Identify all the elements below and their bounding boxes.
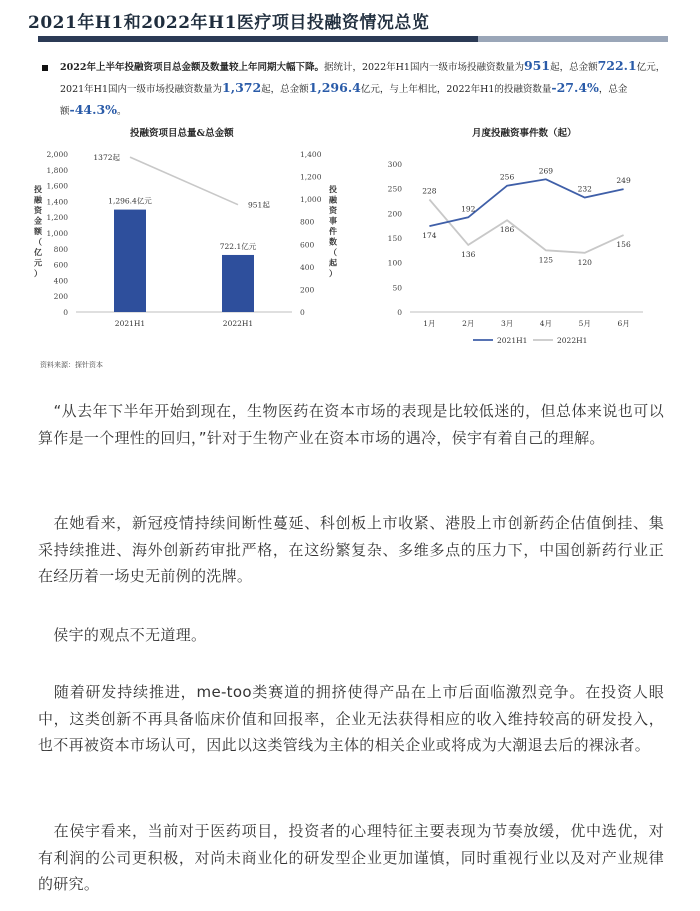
title-underline-dark: [38, 36, 478, 42]
summary-text: 据统计，2022年H1国内一级市场投融资数量为: [323, 62, 524, 73]
x-tick-label: 3月: [500, 319, 514, 328]
bar-data-label: 722.1亿元: [219, 241, 257, 251]
y-tick-label: 200: [387, 209, 402, 219]
x-tick-label: 2月: [462, 319, 475, 328]
chart-monthly-events: [368, 140, 668, 350]
y-left-axis-label-char: 亿: [34, 247, 42, 257]
data-label-2021: 192: [461, 204, 476, 214]
summary-text: 起，总金额: [550, 62, 598, 73]
y-left-axis-label-char: 资: [34, 205, 42, 215]
summary-text: 亿元，与上年相比，2022年H1的投融资数量: [360, 84, 552, 95]
y-left-tick-label: 200: [53, 292, 68, 302]
y-left-axis-label-char: 额: [34, 226, 42, 236]
amount-2022: 722.1: [597, 58, 637, 73]
y-left-tick-label: 1,800: [46, 165, 68, 175]
y-right-axis-label-char: 投: [329, 184, 337, 194]
title-underline: [38, 36, 668, 42]
y-left-tick-label: 1,400: [46, 197, 68, 207]
data-label-2022: 156: [616, 240, 631, 250]
count-change: -27.4%: [551, 80, 599, 95]
summary-text: 。: [117, 106, 127, 117]
data-label-2022: 125: [538, 255, 554, 265]
summary-text: 亿元，: [636, 62, 666, 73]
data-label-2021: 269: [538, 166, 554, 176]
y-right-axis-label-char: 融: [329, 194, 337, 205]
y-right-tick-label: 600: [300, 240, 315, 250]
legend-label-2021: 2021H1: [497, 336, 528, 345]
data-label-2022: 186: [499, 225, 515, 235]
x-tick-label: 4月: [539, 319, 553, 328]
y-left-tick-label: 600: [53, 260, 68, 270]
y-left-axis-label-char: 投: [34, 184, 42, 194]
line-data-label: 951起: [248, 200, 270, 210]
y-right-axis-label-char: （: [329, 247, 337, 257]
y-left-tick-label: 2,000: [46, 150, 68, 159]
y-right-tick-label: 200: [300, 285, 315, 295]
y-left-tick-label: 0: [63, 308, 68, 317]
y-right-axis-label-char: 事: [329, 215, 337, 226]
summary-text: 2021年H1国内一级市场投融资数量为: [60, 84, 223, 95]
summary-lead: 2022年上半年投融资项目总金额及数量较上年同期大幅下降。: [60, 62, 324, 73]
y-right-tick-label: 400: [300, 262, 315, 272]
bar-amount: [114, 210, 146, 312]
data-label-2021: 174: [422, 231, 437, 241]
y-left-axis-label-char: 元: [34, 257, 42, 268]
data-label-2022: 228: [422, 186, 437, 196]
chart-total-volume-amount: [30, 140, 360, 362]
data-label-2022: 120: [577, 257, 592, 267]
amount-2021: 1,296.4: [308, 80, 361, 95]
data-label-2021: 256: [499, 172, 515, 182]
paragraph-1: “从去年下半年开始到现在，生物医药在资本市场的表现是比较低迷的，但总体来说也可以算作是一个理性的回归，”针对于生物产业在资本市场的遇冷，侯宇有着自己的理解。: [38, 402, 664, 447]
summary-text: ，总金额: [60, 84, 628, 117]
y-tick-label: 250: [387, 184, 402, 194]
paragraph-3: 侯宇的观点不无道理。: [38, 626, 207, 644]
y-left-axis-label-char: 融: [34, 194, 42, 205]
y-right-axis-label-char: 件: [329, 226, 337, 236]
y-right-axis-label-char: ）: [329, 268, 337, 278]
summary-line-2: [40, 78, 670, 122]
summary-line-1: [40, 56, 670, 78]
data-label-2021: 249: [616, 176, 631, 186]
y-right-axis-label-char: 起: [329, 257, 337, 268]
count-2021: 1,372: [222, 80, 262, 95]
y-right-tick-label: 1,000: [300, 195, 322, 205]
y-tick-label: 0: [397, 308, 402, 317]
bar-data-label: 1,296.4亿元: [108, 196, 152, 206]
y-left-axis-label-char: （: [34, 236, 42, 247]
x-tick-label: 2021H1: [114, 319, 146, 328]
y-right-tick-label: 800: [300, 217, 315, 227]
series-line-2021H1: [429, 179, 623, 226]
paragraph-2: 在她看来，新冠疫情持续间断性蔓延、科创板上市收紧、港股上市创新药企估值倒挂、集采持续推进、海外创新药审批严格，在这纷繁复杂、多维多点的压力下，中国创新药行业正在经历着一场史无前例的洗牌。: [38, 514, 664, 585]
x-tick-label: 2022H1: [222, 319, 254, 328]
y-right-tick-label: 0: [300, 308, 305, 317]
source-note: 资料来源：探针资本: [40, 361, 103, 369]
y-tick-label: 150: [387, 234, 402, 243]
data-label-2021: 232: [577, 184, 592, 194]
count-2022: 951: [523, 58, 551, 73]
y-right-tick-label: 1,400: [300, 150, 322, 159]
bar-amount: [222, 255, 254, 312]
x-tick-label: 5月: [578, 319, 591, 328]
chart2-title: 月度投融资事件数（起）: [472, 128, 577, 139]
y-tick-label: 50: [392, 283, 402, 293]
series-line-2022H1: [429, 200, 623, 253]
y-left-tick-label: 800: [53, 244, 68, 254]
data-label-2022: 136: [461, 249, 476, 259]
y-right-axis-label-char: 资: [329, 205, 337, 215]
paragraph-5: 在侯宇看来，当前对于医药项目，投资者的心理特征主要表现为节奏放缓，优中选优，对有利润的公司更积极，对尚未商业化的研发型企业更加谨慎，同时重视行业以及对产业规律的研究。: [38, 822, 664, 893]
summary-block: [40, 56, 670, 122]
y-tick-label: 300: [387, 160, 402, 169]
y-left-axis-label-char: 金: [34, 215, 42, 226]
y-right-tick-label: 1,200: [300, 172, 322, 182]
line-data-label: 1372起: [93, 153, 120, 163]
y-left-tick-label: 400: [53, 276, 68, 286]
y-left-tick-label: 1,000: [46, 229, 68, 238]
title-underline-light: [478, 36, 668, 42]
legend-label-2022: 2022H1: [557, 336, 588, 345]
y-left-tick-label: 1,200: [46, 213, 68, 223]
y-left-tick-label: 1,600: [46, 181, 68, 191]
summary-text: 起，总金额: [261, 84, 309, 95]
section-title: 2021年H1和2022年H1医疗项目投融资情况总览: [28, 13, 430, 33]
bullet-icon: [42, 65, 48, 71]
y-tick-label: 100: [387, 258, 402, 268]
paragraph-4: 随着研发持续推进，me-too类赛道的拥挤使得产品在上市后面临激烈竞争。在投资人眼中，这类创新不再具备临床价值和回报率，企业无法获得相应的收入维持较高的研发投入，也不再被资本市场认可，因此以这类管线为主体的相关企业或将成为大潮退去后的裸泳者。: [38, 683, 664, 754]
y-right-axis-label-char: 数: [329, 236, 337, 247]
y-left-axis-label-char: ）: [34, 268, 42, 278]
chart1-title: 投融资项目总量&总金额: [130, 128, 234, 139]
x-tick-label: 1月: [423, 319, 436, 328]
amount-change: -44.3%: [69, 102, 118, 117]
x-tick-label: 6月: [617, 319, 630, 328]
